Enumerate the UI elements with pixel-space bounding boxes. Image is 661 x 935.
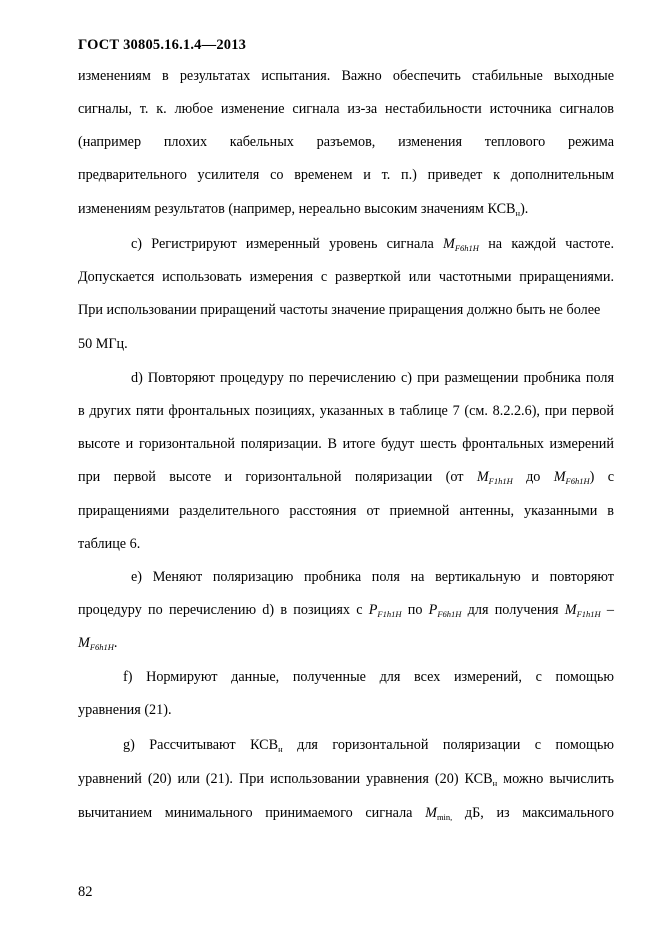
paragraph-line: предварительного усилителя со временем и т. п.) приведет к дополнительным bbox=[78, 167, 614, 183]
text-run: до bbox=[512, 469, 554, 485]
paragraph-line: При использовании приращений частоты значение приращения должно быть не более bbox=[78, 302, 601, 318]
subscript: F6h1H bbox=[89, 642, 114, 652]
paragraph-line bbox=[78, 804, 614, 826]
paragraph-line: сигналы, т. к. любое изменение сигнала из-за нестабильности источника сигналов bbox=[78, 101, 614, 117]
text-run: для горизонтальной поляризации с помощью bbox=[282, 737, 614, 753]
paragraph-line: высоте и горизонтальной поляризации. В итоге будут шесть фронтальных измерений bbox=[78, 436, 614, 452]
paragraph-line bbox=[78, 468, 614, 490]
paragraph-line bbox=[78, 770, 614, 792]
subscript: F6h1H bbox=[454, 243, 479, 253]
text-run: . bbox=[113, 635, 118, 651]
text-run: ) с bbox=[589, 469, 614, 485]
math-symbol: M bbox=[78, 635, 90, 651]
text-run: по bbox=[401, 602, 429, 618]
text-run: ). bbox=[520, 201, 529, 217]
subscript: min, bbox=[436, 812, 453, 822]
math-symbol: M bbox=[425, 805, 437, 821]
paragraph-line: e) Меняют поляризацию пробника поля на вертикальную и повторяют bbox=[131, 569, 614, 585]
paragraph-line: (например плохих кабельных разъемов, изменения теплового режима bbox=[78, 134, 614, 150]
math-symbol: M bbox=[564, 602, 577, 618]
page-number: 82 bbox=[78, 884, 93, 900]
paragraph-line bbox=[123, 736, 614, 758]
text-run: на каждой частоте. bbox=[478, 236, 614, 252]
subscript: F6h1H bbox=[565, 476, 590, 486]
paragraph-line bbox=[78, 200, 614, 222]
math-symbol: M bbox=[443, 236, 455, 252]
math-symbol: M bbox=[476, 469, 489, 485]
subscript: F1h1H bbox=[576, 609, 601, 619]
paragraph-line: изменениям в результатах испытания. Важно обеспечить стабильные выходные bbox=[78, 68, 614, 84]
text-run: c) Регистрируют измеренный уровень сигнала bbox=[131, 236, 444, 252]
subscript: F6h1H bbox=[437, 609, 462, 619]
subscript: н bbox=[492, 778, 498, 788]
paragraph-line bbox=[131, 235, 614, 257]
math-symbol: P bbox=[428, 602, 438, 618]
text-run: g) Рассчитывают КСВ bbox=[123, 737, 279, 753]
paragraph-line bbox=[78, 601, 614, 623]
text-run: для получения bbox=[461, 602, 565, 618]
paragraph-line: f) Нормируют данные, полученные для всех измерений, с помощью bbox=[123, 669, 614, 685]
paragraph-line: приращениями разделительного расстояния от приемной антенны, указанными в bbox=[78, 503, 614, 519]
subscript: F1h1H bbox=[377, 609, 402, 619]
subscript: н bbox=[515, 208, 521, 218]
text-run: при первой высоте и горизонтальной поляризации (от bbox=[78, 469, 477, 485]
subscript: н bbox=[278, 744, 283, 754]
text-run: процедуру по перечислению d) в позициях с bbox=[78, 602, 369, 618]
text-run: можно вычислить bbox=[497, 771, 614, 787]
text-run: уравнений (20) или (21). При использовании уравнения (20) КСВ bbox=[78, 771, 493, 787]
text-run: – bbox=[600, 602, 615, 618]
math-symbol: P bbox=[368, 602, 378, 618]
paragraph-line bbox=[78, 634, 614, 656]
paragraph-line: уравнения (21). bbox=[78, 702, 172, 718]
text-run: изменениям результатов (например, нереально высоким значениям КСВ bbox=[78, 201, 516, 217]
subscript: F1h1H bbox=[488, 476, 513, 486]
document-header: ГОСТ 30805.16.1.4—2013 bbox=[78, 37, 247, 53]
text-run: дБ, из максимального bbox=[452, 805, 614, 821]
paragraph-line: в других пяти фронтальных позициях, указанных в таблице 7 (см. 8.2.2.6), при первой bbox=[78, 403, 614, 419]
text-run: вычитанием минимального принимаемого сигнала bbox=[78, 805, 426, 821]
paragraph-line: 50 МГц. bbox=[78, 336, 128, 352]
math-symbol: M bbox=[553, 469, 566, 485]
paragraph-line: Допускается использовать измерения с разверткой или частотными приращениями. bbox=[78, 269, 614, 285]
paragraph-line: таблице 6. bbox=[78, 536, 141, 552]
paragraph-line: d) Повторяют процедуру по перечислению c) при размещении пробника поля bbox=[131, 370, 614, 386]
